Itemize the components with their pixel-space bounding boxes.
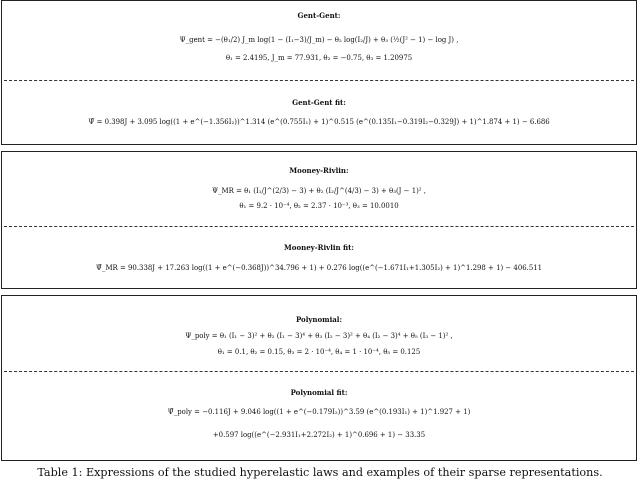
polynomial-equation: Ψ_poly = θ₁ (I₁ − 3)² + θ₂ (I₁ − 3)⁴ + θ₃ (I₂ − 3)² + θ₄ (I₂ − 3)⁴ + θ₅ (I₃ − 1)² , [185, 332, 453, 340]
mooney-rivlin-title: Mooney-Rivlin: [289, 166, 349, 175]
polynomial-fit-equation-continued: +0.597 log((e^(−2.931I₁+2.272I₂) + 1)^0.696 + 1) − 33.35 [212, 431, 426, 439]
polynomial-fit-equation: Ψ̂_poly = −0.116J + 9.046 log((1 + e^(−0.179I₂))^3.59 (e^(0.193I₁) + 1)^1.927 + 1) [167, 408, 471, 416]
gent-gent-panel [1, 0, 637, 145]
polynomial-parameters: θ₁ = 0.1, θ₂ = 0.15, θ₃ = 2 · 10⁻⁴, θ₄ = 1 · 10⁻⁴, θ₅ = 0.125 [217, 348, 421, 356]
polynomial-panel [1, 295, 637, 461]
mooney-rivlin-equation: Ψ_MR = θ₁ (I₁/J^(2/3) − 3) + θ₂ (I₂/J^(4/3) − 3) + θ₃(J − 1)² , [211, 187, 427, 195]
polynomial-divider [4, 371, 634, 372]
mooney-rivlin-fit-title: Mooney-Rivlin fit: [284, 243, 354, 252]
gent-gent-fit-equation: Ψ̂ = 0.398J + 3.095 log((1 + e^(−1.356I₂))^1.314 (e^(0.755I₁) + 1)^0.515 (e^(0.135I₁−0.319I₂−0.329J) + 1)^1.874 + 1) − 6.686 [88, 118, 550, 126]
mooney-rivlin-panel [1, 151, 637, 289]
table-caption: Table 1: Expressions of the studied hyperelastic laws and examples of their sparse representations. [37, 466, 603, 479]
polynomial-fit-title: Polynomial fit: [290, 388, 348, 397]
mooney-rivlin-divider [4, 226, 634, 227]
gent-gent-title: Gent-Gent: [297, 11, 341, 20]
mooney-rivlin-parameters: θ₁ = 9.2 · 10⁻⁴, θ₂ = 2.37 · 10⁻³, θ₃ = 10.0010 [239, 202, 399, 210]
polynomial-title: Polynomial: [295, 315, 343, 324]
gent-gent-parameters: θ₁ = 2.4195, J_m = 77.931, θ₂ = −0.75, θ₃ = 1.20975 [225, 54, 413, 62]
gent-gent-equation: Ψ_gent = −(θ₁/2) J_m log(1 − (I₁−3)/J_m) − θ₂ log(I₂/J) + θ₃ (½(J² − 1) − log J) , [179, 36, 459, 44]
gent-gent-fit-title: Gent-Gent fit: [292, 98, 346, 107]
mooney-rivlin-fit-equation: Ψ̂_MR = 90.338J + 17.263 log((1 + e^(−0.368J))^34.796 + 1) + 0.276 log((e^(−1.671I₁+1.305I₂) + 1)^1.298 + 1) − 406.511 [95, 264, 543, 272]
gent-gent-divider [4, 80, 634, 81]
